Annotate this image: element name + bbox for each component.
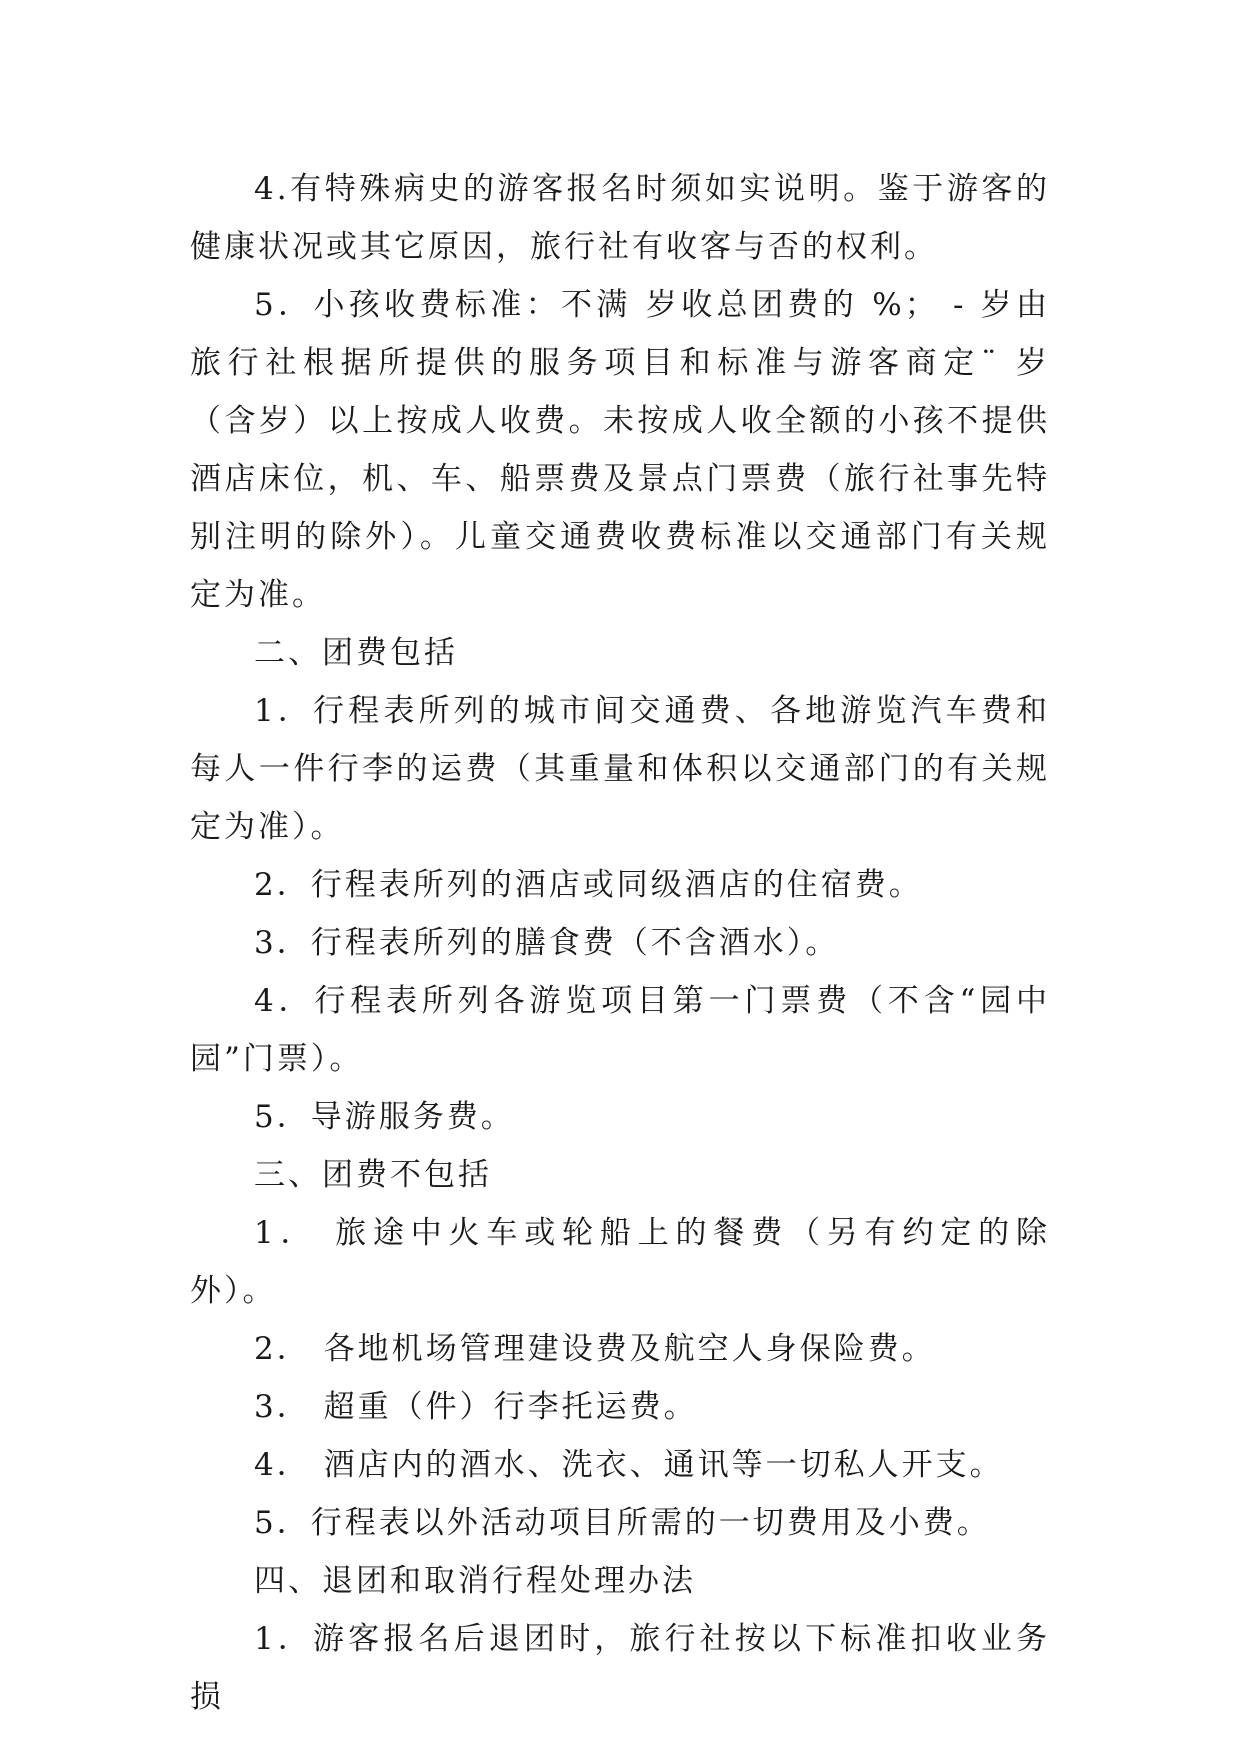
paragraph-cancellation-deduction: 1．游客报名后退团时，旅行社按以下标准扣收业务损 xyxy=(190,1621,1050,1715)
paragraph-includes-meals: 3．行程表所列的膳食费（不含酒水）。 xyxy=(254,925,840,961)
document-page xyxy=(190,160,1050,1726)
section-heading-fee-excludes: 三、团费不包括 xyxy=(254,1157,492,1193)
paragraph-includes-guide: 5．导游服务费。 xyxy=(254,1099,515,1135)
paragraph-child-fee-standard: 5．小孩收费标准：不满 岁收总团费的 %； - 岁由旅行社根据所提供的服务项目和标准与游客商定¨ 岁 （含岁）以上按成人收费。未按成人收全额的小孩不提供酒店床位，机、车、船票费及景点门票费（旅行社事先特别注明的除外）。儿童交通费收费标准以交通部门有关规定为准。 xyxy=(190,287,1050,613)
section-heading-fee-includes: 二、团费包括 xyxy=(254,635,458,671)
paragraph-includes-hotel: 2．行程表所列的酒店或同级酒店的住宿费。 xyxy=(254,867,923,903)
paragraph-excludes-airport-fees: 2． 各地机场管理建设费及航空人身保险费。 xyxy=(254,1331,936,1367)
paragraph-excludes-overweight-luggage: 3． 超重（件）行李托运费。 xyxy=(254,1389,698,1425)
paragraph-excludes-extra-activities: 5．行程表以外活动项目所需的一切费用及小费。 xyxy=(254,1505,991,1541)
paragraph-excludes-personal-expenses: 4． 酒店内的酒水、洗衣、通讯等一切私人开支。 xyxy=(254,1447,1004,1483)
paragraph-excludes-onboard-meals: 1． 旅途中火车或轮船上的餐费（另有约定的除外）。 xyxy=(190,1215,1050,1309)
paragraph-special-medical-history: 4.有特殊病史的游客报名时须如实说明。鉴于游客的健康状况或其它原因，旅行社有收客与否的权利。 xyxy=(190,171,1050,265)
section-heading-cancellation: 四、退团和取消行程处理办法 xyxy=(254,1563,696,1599)
paragraph-includes-tickets: 4．行程表所列各游览项目第一门票费（不含“园中园”门票）。 xyxy=(190,983,1050,1077)
paragraph-includes-transport: 1．行程表所列的城市间交通费、各地游览汽车费和每人一件行李的运费（其重量和体积以交通部门的有关规定为准）。 xyxy=(190,693,1050,845)
